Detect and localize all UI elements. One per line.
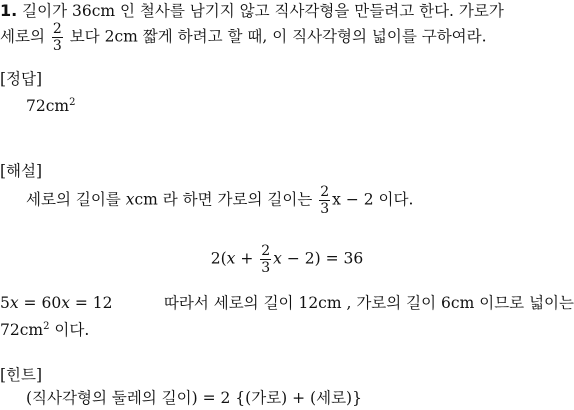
fraction-numerator: 2 xyxy=(52,21,62,37)
solution-text-3: 따라서 세로의 길이 12cm , 가로의 길이 6cm 이므로 넓이는 xyxy=(163,294,574,312)
hint-text: (직사각형의 둘레의 길이) = 2 {(가로) + (세로)} xyxy=(26,389,362,407)
solution-calc: 5x = 60x = 12 xyxy=(0,294,113,312)
problem-text-2a: 세로의 xyxy=(0,27,50,46)
solution-fraction xyxy=(319,185,330,216)
equation-part-a: 2( xyxy=(210,249,227,268)
fraction-denominator: 3 xyxy=(261,260,271,276)
solution-line-3 xyxy=(0,292,574,314)
hint-label: [힌트] xyxy=(0,366,43,384)
equation-fraction xyxy=(260,244,271,275)
fraction-denominator: 3 xyxy=(320,201,330,217)
answer-label: [정답] xyxy=(0,70,43,88)
problem-line-2 xyxy=(0,22,487,53)
problem-text-1: 길이가 36cm 인 철사를 남기지 않고 직사각형을 만들려고 한다. 가로가 xyxy=(17,2,504,20)
equation-var-x-2: x xyxy=(273,249,282,268)
problem-line-1 xyxy=(0,0,504,22)
solution-line-4 xyxy=(0,316,89,341)
solution-label: [해설] xyxy=(0,162,43,180)
fraction-numerator: 2 xyxy=(320,184,330,200)
answer-value xyxy=(26,92,75,117)
variable-x: x xyxy=(125,190,135,209)
solution-text-4: 이다. xyxy=(49,321,90,339)
problem-fraction xyxy=(52,22,63,53)
solution-line-1 xyxy=(26,185,413,216)
equation-part-b: + xyxy=(235,249,259,268)
fraction-denominator: 3 xyxy=(52,38,62,54)
equation-var-x: x xyxy=(226,249,236,268)
solution-text-1b: cm 라 하면 가로의 길이는 xyxy=(134,190,318,209)
problem-text-2b: 보다 2cm 짧게 하려고 할 때, 이 직사각형의 넓이를 구하여라. xyxy=(64,27,487,46)
answer-exponent: 2 xyxy=(69,97,76,108)
solution-text-1c: x − 2 이다. xyxy=(332,190,414,209)
fraction-numerator: 2 xyxy=(261,243,271,259)
solution-equation xyxy=(0,244,574,275)
equation-part-c: − 2) = 36 xyxy=(281,249,364,268)
area-value: 72cm xyxy=(0,321,44,339)
solution-text-1a: 세로의 길이를 xyxy=(26,190,126,209)
area-exponent: 2 xyxy=(43,321,50,332)
answer-number: 72cm xyxy=(26,97,70,115)
problem-number: 1. xyxy=(0,1,18,20)
